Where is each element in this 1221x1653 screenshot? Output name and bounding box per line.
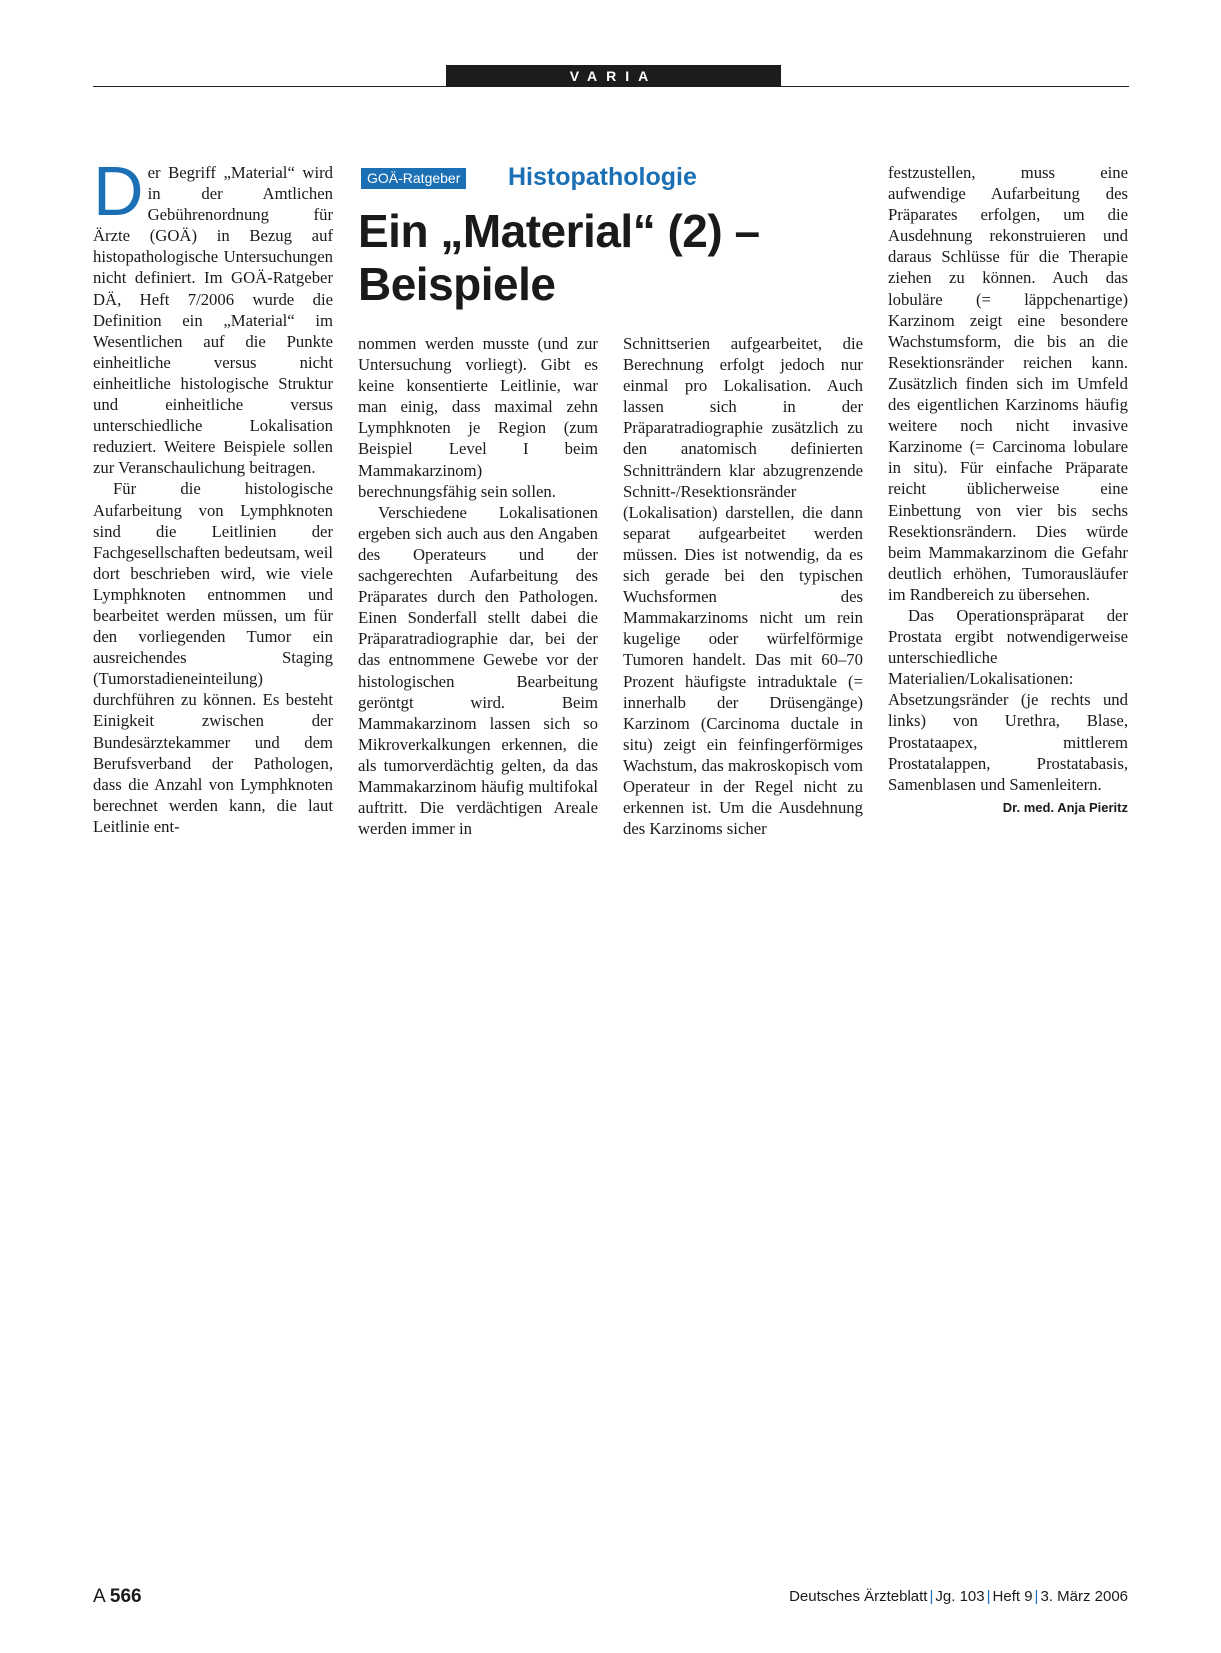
article-column-4 — [888, 162, 1128, 818]
paragraph: festzustellen, muss eine aufwendige Aufarbeitung des Präparates erfolgen, um die Ausdehnung rekonstruieren und daraus Schlüsse für die Therapie ziehen zu können. Auch das lobuläre (= läppchenartige) Karzinom zeigt eine besondere Wachstumsform, die bis an die Resektionsränder reichen kann. Zusätzlich finden sich im Umfeld des eigentlichen Karzinoms häufig weitere noch nicht invasive Karzinome (= Carcinoma lobulare in situ). Für einfache Präparate reicht üblicherweise eine Einbettung von vier bis sechs Resektionsrändern. Dies würde beim Mammakarzinom die Gefahr deutlich erhöhen, Tumorausläufer im Randbereich zu übersehen. — [888, 163, 1128, 604]
paragraph: Verschiedene Lokalisationen ergeben sich auch aus den Angaben des Operateurs und der sachgerechten Aufarbeitung des Präparates durch den Pathologen. Einen Sonderfall stellt dabei die Präparatradiographie dar, bei der das entnommene Gewebe vor der histologischen Bearbeitung geröntgt wird. Beim Mammakarzinom lassen sich so Mikroverkalkungen erkennen, die als tumorverdächtig gelten, da das Mammakarzinom häufig multifokal auftritt. Die verdächtigen Areale werden immer in — [358, 502, 598, 839]
journal-volume: Jg. 103 — [935, 1588, 985, 1605]
paragraph-text: er Begriff „Material“ wird in der Amtlichen Gebührenordnung für Ärzte (GOÄ) in Bezug auf histopathologische Untersuchungen nicht definiert. Im GOÄ-Ratgeber DÄ, Heft 7/2006 wurde die Definition ein „Material“ im Wesentlichen auf die Punkte einheitliche versus nicht einheitliche histologische Struktur und einheitliche versus unterschiedliche Lokalisation reduziert. Weitere Beispiele sollen zur Veranschaulichung beitragen. — [93, 163, 333, 478]
page-number-value: 566 — [109, 1586, 142, 1607]
headline-line-2: Beispiele — [358, 258, 556, 310]
section-header: VARIA — [446, 65, 781, 87]
kicker-title: Histopathologie — [508, 163, 697, 191]
page-prefix: A — [93, 1586, 105, 1607]
kicker-badge: GOÄ-Ratgeber — [361, 168, 466, 189]
paragraph — [888, 605, 1128, 815]
issue-date: 3. März 2006 — [1040, 1588, 1128, 1605]
journal-issue: Heft 9 — [992, 1588, 1033, 1605]
headline-line-1: Ein „Material“ (2) – — [358, 205, 760, 257]
drop-cap: D — [93, 152, 144, 230]
paragraph: Schnittserien aufgearbeitet, die Berechnung erfolgt jedoch nur einmal pro Lokalisation. Auch lassen sich in der Präparatradiographie zusätzlich zu den anatomisch definierten Schnitträndern klar abzugrenzende Schnitt-/Resektionsränder (Lokalisation) darstellen, die dann separat aufgearbeitet werden müssen. Dies ist notwendig, da es sich gerade bei den typischen Wuchsformen des Mammakarzinoms nicht um rein kugelige oder würfelförmige Tumoren handelt. Das mit 60–70 Prozent häufigste intraduktale (= innerhalb der Drüsengänge) Karzinom (Carcinoma ductale in situ) zeigt ein feinfingerförmiges Wachstum, das makroskopisch vom Operateur in der Regel nicht zu erkennen ist. Um die Ausdehnung des Karzinoms sicher — [623, 334, 863, 839]
footer-citation: Deutsches Ärzteblatt | Jg. 103 | Heft 9 | 3. März 2006 — [789, 1588, 1128, 1605]
page-number — [93, 1585, 142, 1609]
article-column-2 — [358, 333, 598, 839]
journal-name: Deutsches Ärzteblatt — [789, 1588, 928, 1605]
article-column-3 — [623, 333, 863, 839]
paragraph-text: Das Operationspräparat der Prostata ergibt notwendigerweise unterschiedliche Materialien/Lokalisationen: Absetzungsränder (je rechts und links) von Urethra, Blase, Prostataapex, mittlerem Prostatalappen, Prostatabasis, Samenblasen und Samenleitern. — [888, 605, 1128, 794]
paragraph — [93, 152, 333, 478]
author-byline: Dr. med. Anja Pieritz — [1002, 799, 1128, 815]
paragraph: Für die histologische Aufarbeitung von Lymphknoten sind die Leitlinien der Fachgesellschaften bedeutsam, weil dort beschrieben wird, wie viele Lymphknoten entnommen und bearbeitet werden müssen, um für den vorliegenden Tumor ein ausreichendes Staging (Tumorstadieneinteilung) durchführen zu können. Es besteht Einigkeit zwischen der Bundesärztekammer und dem Berufsverband der Pathologen, dass die Anzahl von Lymphknoten berechnet werden kann, die laut Leitlinie ent- — [93, 479, 333, 836]
headline — [358, 205, 778, 311]
paragraph: nommen werden musste (und zur Untersuchung vorliegt). Gibt es keine konsentierte Leitlinie, war man einig, dass maximal zehn Lymphknoten je Region (zum Beispiel Level I beim Mammakarzinom) berechnungsfähig sein sollen. — [358, 334, 598, 501]
article-column-1 — [93, 152, 333, 837]
